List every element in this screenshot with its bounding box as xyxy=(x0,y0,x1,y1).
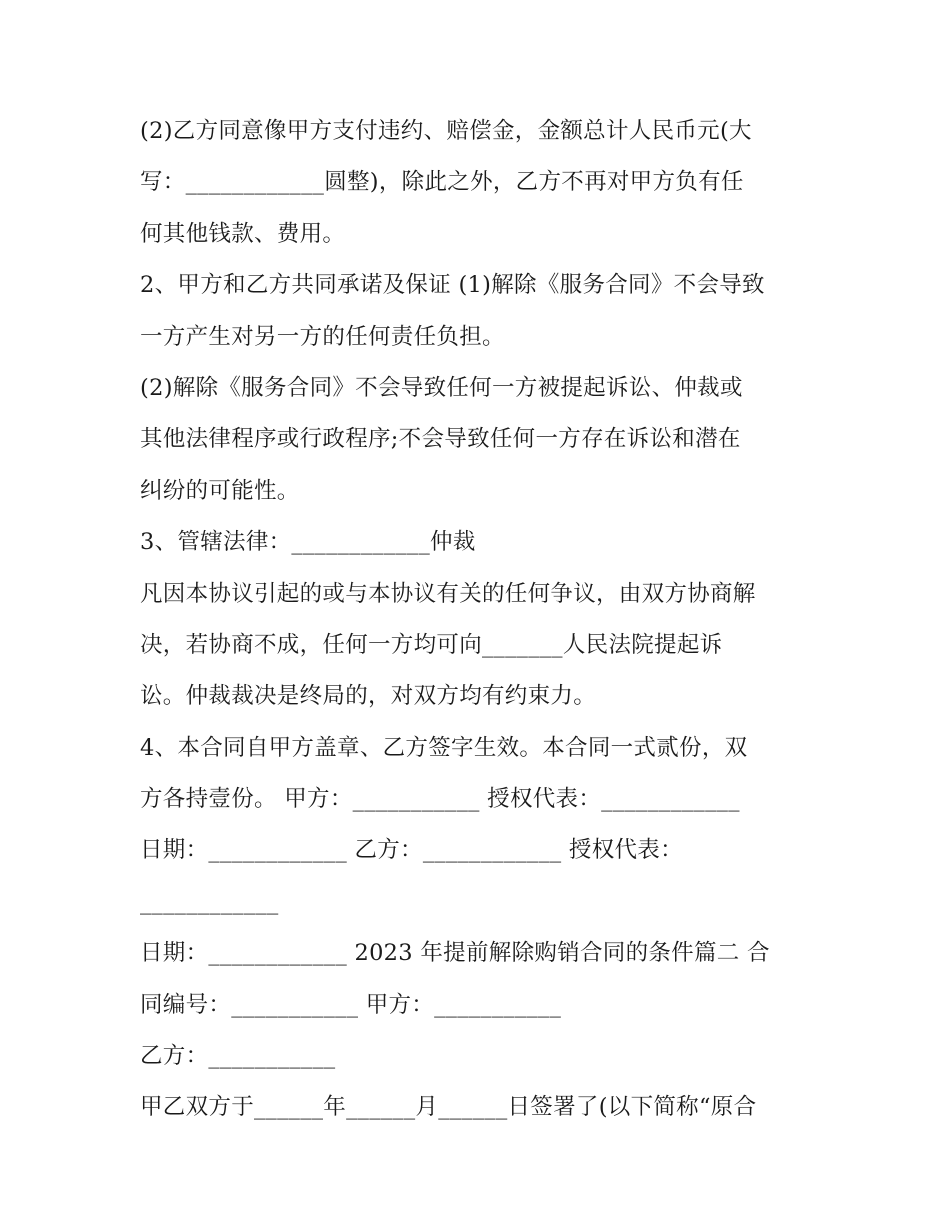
text-line: 纠纷的可能性。 xyxy=(140,477,300,504)
text-line: 其他法律程序或行政程序;不会导致任何一方存在诉讼和潜在 xyxy=(140,426,741,453)
text-line: 凡因本协议引起的或与本协议有关的任何争议，由双方协商解 xyxy=(140,580,756,607)
text-line: 写：____________圆整)，除此之外，乙方不再对甲方负有任 xyxy=(140,169,744,196)
text-line: 日期：____________ 2023 年提前解除购销合同的条件篇二 合 xyxy=(140,940,770,967)
text-line: (2)解除《服务合同》不会导致任何一方被提起诉讼、仲裁或 xyxy=(140,374,743,401)
document-body xyxy=(140,106,830,1134)
text-line: 4、本合同自甲方盖章、乙方签字生效。本合同一式贰份，双 xyxy=(140,734,748,761)
text-line: 乙方：___________ xyxy=(140,1043,336,1070)
text-line: 3、管辖法律：____________仲裁 xyxy=(140,529,476,556)
text-line: (2)乙方同意像甲方支付违约、赔偿金，金额总计人民币元(大 xyxy=(140,118,752,144)
text-line: 同编号：___________ 甲方：___________ xyxy=(140,991,562,1018)
text-line: 何其他钱款、费用。 xyxy=(140,220,346,247)
text-line: 甲乙双方于______年______月______日签署了(以下简称“原合 xyxy=(140,1094,757,1121)
text-line: 决，若协商不成，任何一方均可向_______人民法院提起诉 xyxy=(140,631,723,658)
text-line: 日期：____________ 乙方：____________ 授权代表： xyxy=(140,837,683,864)
text-line: ____________ xyxy=(140,888,279,915)
text-line: 讼。仲裁裁决是终局的，对双方均有约束力。 xyxy=(140,683,597,710)
text-line: 2、甲方和乙方共同承诺及保证 (1)解除《服务合同》不会导致 xyxy=(140,272,765,299)
text-line: 方各持壹份。 甲方：___________ 授权代表：____________ xyxy=(140,786,740,813)
text-line: 一方产生对另一方的任何责任负担。 xyxy=(140,323,505,350)
